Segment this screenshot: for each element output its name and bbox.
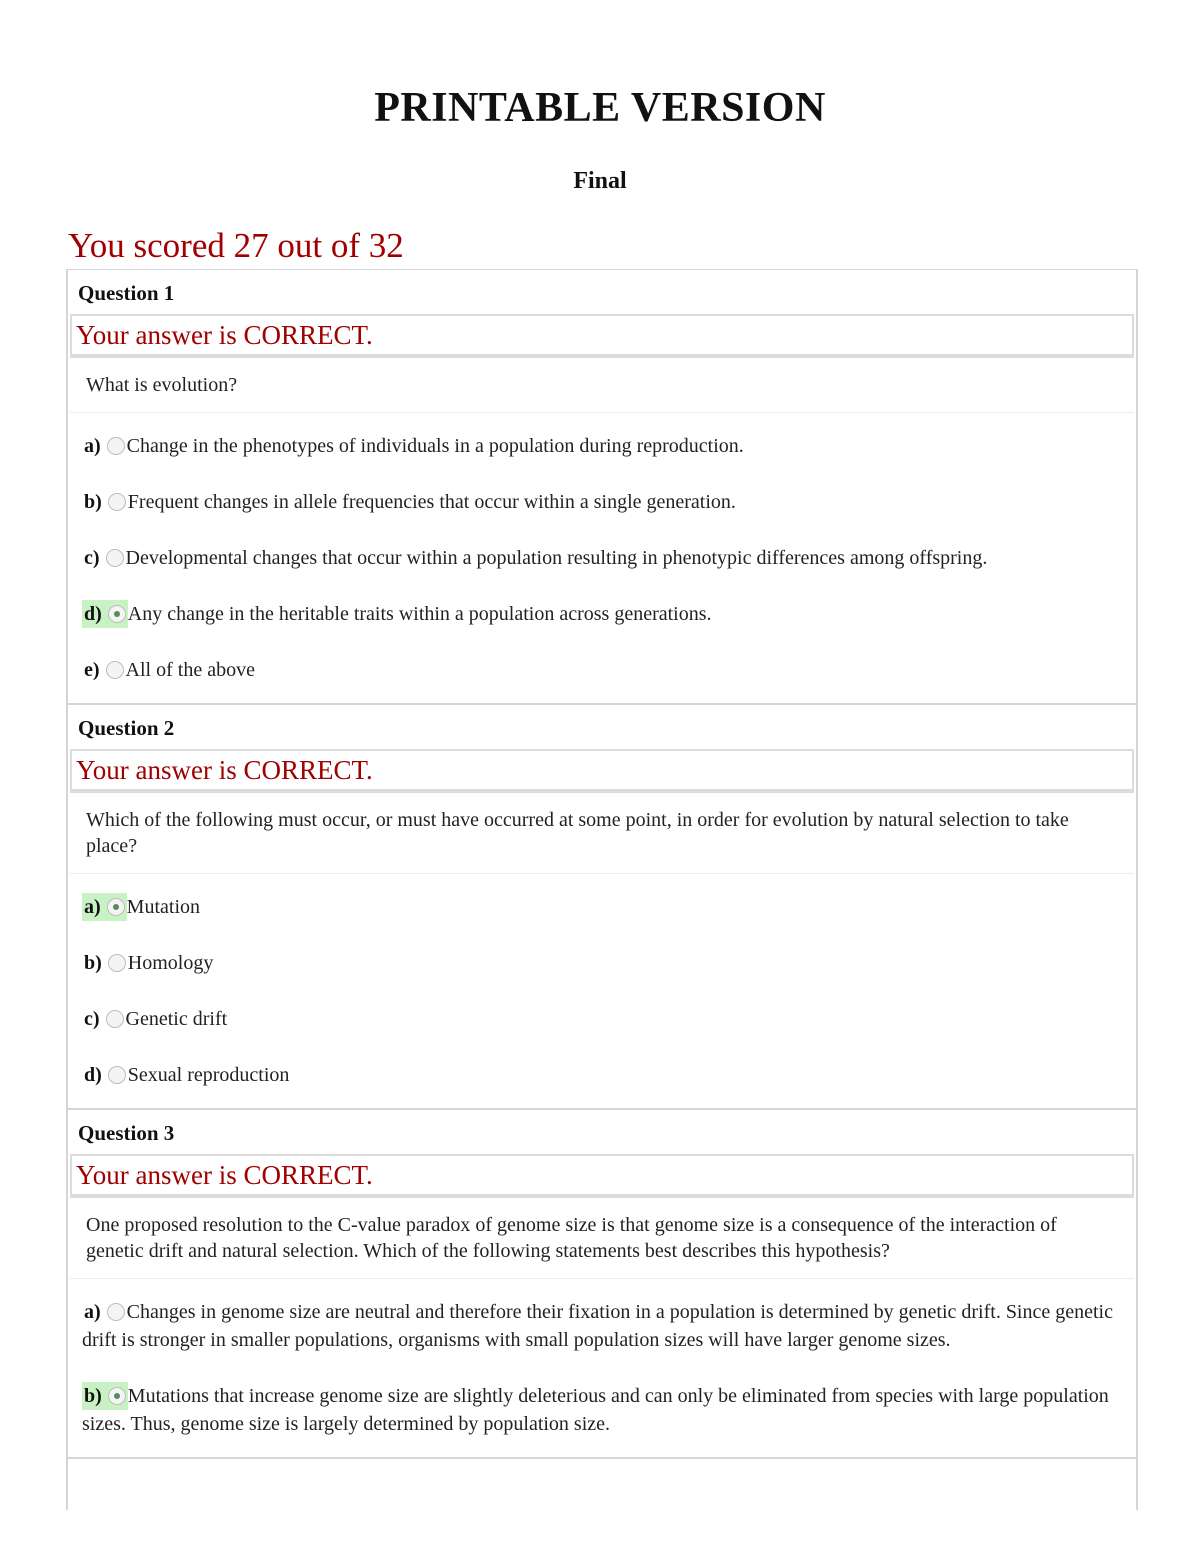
- option-text: Developmental changes that occur within a population resulting in phenotypic differences among offspring.: [125, 547, 988, 569]
- answer-option[interactable]: [68, 531, 1136, 587]
- option-text: Genetic drift: [125, 1008, 228, 1030]
- question-title: Question 3: [78, 1121, 175, 1145]
- radio-unchecked-icon[interactable]: [108, 1066, 126, 1084]
- option-text: Homology: [127, 952, 214, 974]
- option-lead: [82, 1298, 127, 1326]
- answer-option[interactable]: [68, 587, 1136, 643]
- option-lead: [82, 656, 126, 684]
- radio-unchecked-icon[interactable]: [106, 549, 124, 567]
- radio-checked-icon[interactable]: [107, 898, 125, 916]
- question-block: [68, 705, 1136, 1110]
- answer-result: Your answer is CORRECT.: [70, 1154, 1134, 1198]
- option-text: Frequent changes in allele frequencies that occur within a single generation.: [127, 491, 736, 513]
- option-lead: [82, 432, 127, 460]
- question-block: [68, 270, 1136, 705]
- option-text: Changes in genome size are neutral and therefore their fixation in a population is determined by genetic drift. Since genetic drift is stronger in smaller populations, organisms with small population sizes will have larger genome sizes.: [82, 1301, 1113, 1351]
- option-text: All of the above: [125, 659, 255, 681]
- radio-unchecked-icon[interactable]: [107, 437, 125, 455]
- option-letter: c): [84, 1008, 100, 1030]
- answer-option[interactable]: [68, 475, 1136, 531]
- option-lead: [82, 1005, 126, 1033]
- question-title: Question 1: [78, 281, 175, 305]
- option-letter: a): [84, 435, 101, 457]
- radio-unchecked-icon[interactable]: [108, 954, 126, 972]
- option-letter: b): [84, 1385, 102, 1407]
- option-lead: [82, 544, 126, 572]
- answer-option[interactable]: [68, 1285, 1136, 1369]
- question-stem: One proposed resolution to the C-value paradox of genome size is that genome size is a consequence of the interaction of genetic drift and natural selection. Which of the following statements best describes this hypothesis?: [70, 1198, 1134, 1279]
- option-letter: d): [84, 1064, 102, 1086]
- selected-answer-highlight: [82, 1382, 128, 1410]
- selected-answer-highlight: [82, 600, 128, 628]
- radio-unchecked-icon[interactable]: [106, 1010, 124, 1028]
- exam-name: Final: [573, 168, 627, 194]
- option-text: Sexual reproduction: [127, 1064, 290, 1086]
- option-letter: a): [84, 1301, 101, 1323]
- score-summary: You scored 27 out of 32: [68, 226, 404, 265]
- page-title: PRINTABLE VERSION: [374, 85, 826, 131]
- answer-option[interactable]: [68, 1048, 1136, 1104]
- radio-unchecked-icon[interactable]: [106, 661, 124, 679]
- option-text: Mutations that increase genome size are slightly deleterious and can only be eliminated from species with large population sizes. Thus, genome size is largely determined by population size.: [82, 1385, 1109, 1435]
- answer-option[interactable]: [68, 936, 1136, 992]
- answer-option[interactable]: [68, 992, 1136, 1048]
- answer-option[interactable]: [68, 1369, 1136, 1453]
- radio-checked-icon[interactable]: [108, 1387, 126, 1405]
- option-text: Any change in the heritable traits within a population across generations.: [127, 603, 712, 625]
- question-stem: What is evolution?: [70, 358, 1134, 413]
- quiz-results: [66, 269, 1138, 1510]
- option-lead: [82, 1061, 128, 1089]
- option-lead: [82, 488, 128, 516]
- option-text: Change in the phenotypes of individuals in a population during reproduction.: [126, 435, 744, 457]
- option-lead: [82, 949, 128, 977]
- selected-answer-highlight: [82, 893, 127, 921]
- answer-option[interactable]: [68, 419, 1136, 475]
- answer-option[interactable]: [68, 880, 1136, 936]
- option-letter: d): [84, 603, 102, 625]
- question-list: [68, 270, 1136, 1459]
- answer-options: [68, 413, 1136, 703]
- question-block: [68, 1110, 1136, 1459]
- answer-option[interactable]: [68, 643, 1136, 699]
- answer-options: [68, 874, 1136, 1108]
- option-letter: c): [84, 547, 100, 569]
- question-stem: Which of the following must occur, or must have occurred at some point, in order for evolution by natural selection to take place?: [70, 793, 1134, 874]
- option-letter: b): [84, 952, 102, 974]
- option-text: Mutation: [126, 896, 201, 918]
- answer-options: [68, 1279, 1136, 1457]
- question-title: Question 2: [78, 716, 175, 740]
- option-letter: e): [84, 659, 100, 681]
- option-letter: b): [84, 491, 102, 513]
- option-letter: a): [84, 896, 101, 918]
- radio-unchecked-icon[interactable]: [108, 493, 126, 511]
- radio-checked-icon[interactable]: [108, 605, 126, 623]
- radio-unchecked-icon[interactable]: [107, 1303, 125, 1321]
- answer-result: Your answer is CORRECT.: [70, 314, 1134, 358]
- answer-result: Your answer is CORRECT.: [70, 749, 1134, 793]
